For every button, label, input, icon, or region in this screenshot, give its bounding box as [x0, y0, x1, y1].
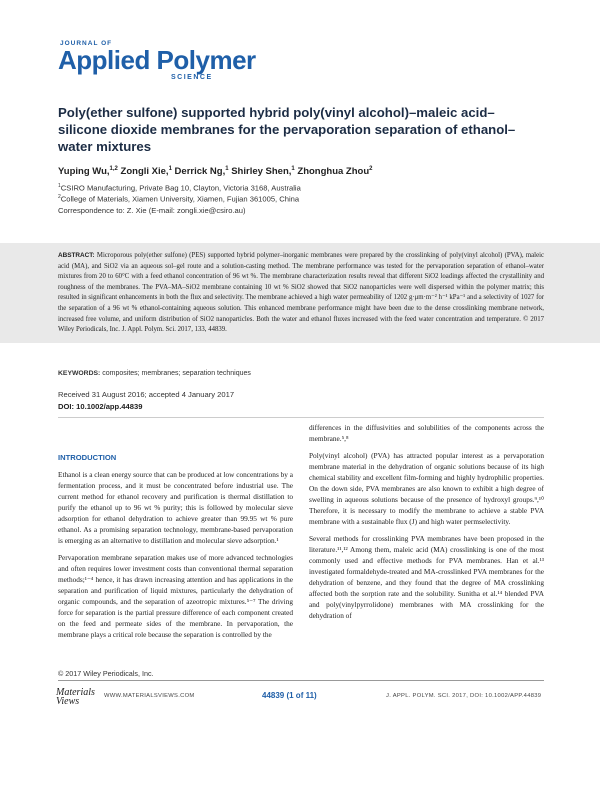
keywords-label: KEYWORDS:	[58, 370, 101, 377]
materials-views-logo: Materials Views	[56, 687, 95, 707]
affiliation-1-marker: 1	[58, 183, 61, 189]
footer-url[interactable]: WWW.MATERIALSVIEWS.COM	[104, 693, 195, 699]
journal-prefix: JOURNAL OF	[60, 40, 113, 47]
affiliation-2-text: College of Materials, Xiamen University, Xiamen, Fujian 361005, China	[60, 194, 300, 204]
correspondence: Correspondence to: Z. Xie (E-mail: zongli.xie@csiro.au)	[58, 206, 246, 215]
received-dates: Received 31 August 2016; accepted 4 January 2017	[58, 390, 235, 399]
author-affiliation-marker: 1	[291, 166, 295, 172]
author-name: Shirley Shen,	[231, 166, 292, 178]
paragraph: differences in the diffusivities and solubilities of the components across the membrane.⁵,⁸	[309, 423, 544, 443]
divider	[58, 417, 544, 418]
abstract-label: ABSTRACT:	[58, 252, 95, 259]
abstract-text: Microporous poly(ether sulfone) (PES) supported hybrid polymer–inorganic membranes were prepared by the crosslinking of poly(vinyl alcohol) (PVA), maleic acid (MA), and SiO2 via an aqueous sol–gel route and a solution-casting method. The membrane performance was tested for the pervaporation separation of ethanol–water mixtures from 20 to 60°C with a feed ethanol concentration of 96 wt %. The membrane characterization results reveal that different SiO2 loadings affected the crystallinity and roughness of the membranes. The PVA–MA–SiO2 membrane containing 10 wt % SiO2 showed that SiO2 nanoparticles were well dispersed within the polymer matrix; this resulted in significant enhancements in both the flux and selectivity. The membrane achieved a high water permeability of 1202 g·μm·m⁻² h⁻¹ kPa⁻¹ and a selectivity of 1027 for the separation of a 96 wt % ethanol-containing aqueous solution. This enhanced membrane performance might have been due to the dense crosslinking membrane network, increased free volume, and uniform distribution of SiO2 nanoparticles. Both the water and ethanol fluxes increased with the feed water concentration and temperature.	[58, 252, 544, 323]
affiliation-2-marker: 2	[58, 194, 61, 200]
footer-copyright: © 2017 Wiley Periodicals, Inc.	[58, 669, 154, 678]
page-number: 44839 (1 of 11)	[262, 691, 317, 700]
paragraph: Pervaporation membrane separation makes use of more advanced technologies and often requires lower investment costs than conventional thermal separation methods;¹⁻⁴ hence, it has drawn increasing attention and has applications in the separation and purification of liquid mixtures, particularly the dehydration of organic compounds, and the separation of azeotropic mixtures.⁵⁻⁷ The driving force for separation is the partial pressure difference of each component created on the feed and permeate sides of the membrane. In pervaporation, the membrane plays a critical role because the separation is controlled by the	[58, 553, 293, 639]
abstract	[58, 251, 544, 336]
author-name: Derrick Ng,	[174, 166, 226, 178]
paragraph: Poly(vinyl alcohol) (PVA) has attracted popular interest as a pervaporation membrane material in the dehydration of organic solutions because of its high chemical stability and excellent film-forming and highly hydrophilic properties. On the down side, PVA membranes are also known to exhibit a high degree of swelling in aqueous solutions because of the presence of hydroxyl groups.⁹,¹⁰ Therefore, it is necessary to modify the membrane to achieve a stable PVA membrane with a sustainable flux (J) and high water permselectivity.	[309, 451, 544, 526]
left-column	[58, 452, 293, 646]
paragraph: Several methods for crosslinking PVA membranes have been proposed in the literature.¹¹,¹² Among them, maleic acid (MA) crosslinking is one of the most commonly used and effective methods for PVA membranes. Han et al.¹³ investigated formaldehyde-treated and MA-crosslinked PVA membranes for the dehydration of benzene, and they found that the degree of MA crosslinking affected both the sorption rate and the solubility. Sunitha et al.¹⁴ blended PVA and poly(vinylpyrrolidone) membranes with MA crosslinking for the dehydration of	[309, 534, 544, 620]
journal-suffix: SCIENCE	[171, 74, 213, 81]
author-affiliation-marker: 1,2	[109, 166, 118, 172]
affiliation-1-text: CSIRO Manufacturing, Private Bag 10, Clayton, Victoria 3168, Australia	[60, 183, 301, 193]
right-column	[309, 422, 544, 627]
author-affiliation-marker: 1	[225, 166, 229, 172]
footer-journal-ref: J. APPL. POLYM. SCI. 2017, DOI: 10.1002/APP.44839	[386, 693, 542, 699]
doi: DOI: 10.1002/app.44839	[58, 402, 143, 411]
author-name: Zhonghua Zhou	[297, 166, 370, 178]
author-list	[58, 166, 373, 177]
journal-name: Applied Polymer	[58, 45, 256, 75]
keywords-text: composites; membranes; separation techniques	[102, 370, 251, 377]
affiliation-1	[58, 183, 301, 193]
affiliation-2	[58, 194, 299, 204]
paragraph: Ethanol is a clean energy source that can be produced at low concentrations by a fermentation process, and it must be concentrated before industrial use. The current method for ethanol recovery and purification is thermal distillation to purify the ethanol up to 96 wt % purity; this is followed by molecular sieve adsorption for ethanol dehydration to achieve greater than 99.95 wt % pure ethanol. As a promising separation technology, membrane-based pervaporation is emerging as an alternative to distillation and molecular sieve adsorption.¹	[58, 470, 293, 545]
abstract-citation: © 2017 Wiley Periodicals, Inc. J. Appl. Polym. Sci. 2017, 133, 44839.	[58, 315, 544, 334]
author-affiliation-marker: 2	[369, 166, 373, 172]
author-name: Zongli Xie,	[120, 166, 169, 178]
keywords	[58, 370, 251, 377]
author-name: Yuping Wu,	[58, 166, 110, 178]
section-heading: INTRODUCTION	[58, 453, 117, 462]
author-affiliation-marker: 1	[168, 166, 172, 172]
article-title: Poly(ether sulfone) supported hybrid poly(vinyl alcohol)–maleic acid–silicone dioxide membranes for the pervaporation separation of ethanol–water mixtures	[58, 105, 516, 154]
footer-divider	[58, 680, 544, 681]
